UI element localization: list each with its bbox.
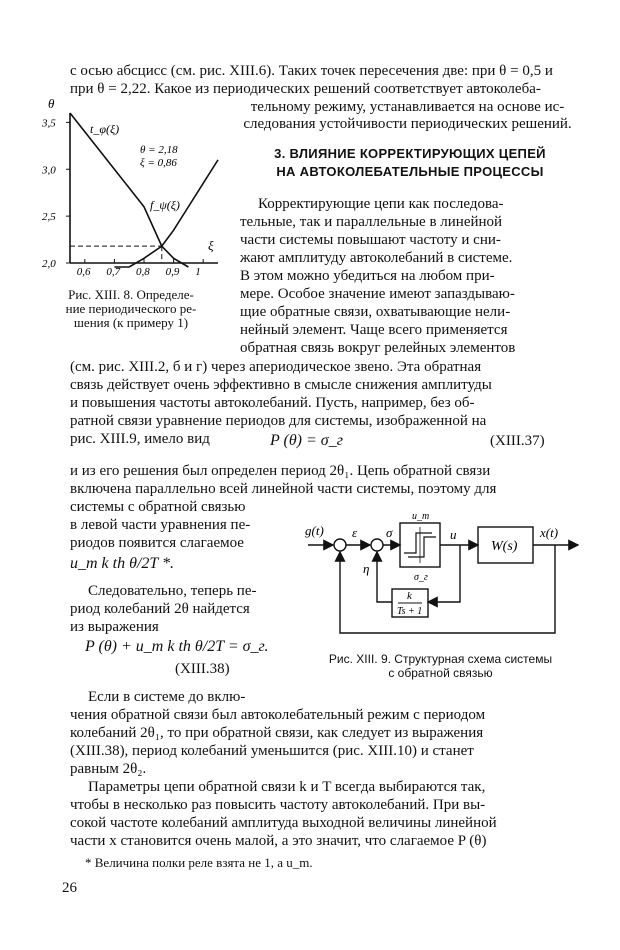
x-tick-label: 0,6 [76, 266, 91, 278]
paragraph-2-left [70, 498, 285, 552]
para4-full-line-2: колебаний 2θ₁, то при обратной связи, как следует из выражения [70, 725, 484, 741]
para1-right-line-3: части системы повышают частоту и сни- [240, 232, 501, 248]
y-tick-label: 2,0 [42, 258, 56, 270]
x-tick-label: 1 [195, 266, 201, 278]
para5-full-line-3: сокой частоте колебаний амплитуда выходной величины линейной [70, 815, 497, 831]
epsilon-label: ε [352, 525, 358, 540]
equation-38: P (θ) + u_m k th θ/2T = σ_г. [85, 638, 269, 655]
x-tick-label: 0,8 [136, 266, 150, 278]
para1-full-line-1: (см. рис. XIII.2, б и г) через апериодическое звено. Эта обратная [70, 359, 482, 375]
para4-full-line-4: равным 2θ₂. [70, 761, 147, 777]
para1-full-line-3: и повышения частоты автоколебаний. Пусть, например, без об- [70, 395, 475, 411]
paragraph-5-full [70, 778, 575, 850]
para3-left-line-3: из выражения [70, 619, 159, 635]
equation-37: P (θ) = σ_г [270, 432, 343, 449]
top-paragraph-line3: тельному режиму, устанавливается на основе ис- [250, 99, 565, 115]
section-heading-line2: НА АВТОКОЛЕБАТЕЛЬНЫЕ ПРОЦЕССЫ [276, 164, 544, 179]
sigma-label: σ [386, 525, 393, 540]
footnote: * Величина полки реле взята не 1, а u_m. [85, 855, 313, 870]
equation-38-number: (XIII.38) [175, 661, 230, 677]
annotation-xi: ξ = 0,86 [140, 157, 177, 169]
para1-full-line-2: связь действует очень эффективно в смысле снижения амплитуды [70, 377, 492, 393]
figure-9-caption-line2: с обратной связью [388, 666, 493, 680]
um-label: u_m [412, 511, 430, 522]
para2-left-line-2: в левой части уравнения пе- [70, 517, 251, 533]
curve2-label: f_ψ(ξ) [150, 198, 180, 212]
y-tick-label: 3,0 [42, 164, 56, 177]
y-tick-label: 2,5 [42, 211, 56, 224]
paragraph-4-left: Если в системе до вклю- [88, 689, 246, 705]
para1-full-line-4: ратной связи уравнение периодов для системы, изображенной на [70, 413, 487, 429]
para2-left-line-1: системы с обратной связью [70, 499, 246, 515]
top-paragraph-line4: следования устойчивости периодических решений. [243, 116, 572, 132]
eta-label: η [363, 561, 370, 576]
para5-full-line-4: части x становится очень малой, а это значит, что слагаемое P (θ) [70, 833, 487, 849]
para4-full-line-1: чения обратной связи был автоколебательный режим с периодом [70, 707, 486, 723]
feedback-denominator: Ts + 1 [397, 606, 423, 617]
para3-left-line-2: риод колебаний 2θ найдется [70, 601, 250, 617]
paragraph-2-full [70, 462, 575, 498]
para4-full-line-3: (XIII.38), период колебаний уменьшится (рис. XIII.10) и станет [70, 743, 474, 759]
main-feedback-path [340, 545, 555, 633]
y-tick-label: 3,5 [42, 117, 56, 130]
annotation-theta: θ = 2,18 [140, 144, 178, 156]
para3-left-line-1: Следовательно, теперь пе- [88, 583, 257, 599]
para5-full-line-2: чтобы в несколько раз повысить частоту автоколебаний. При вы- [70, 797, 486, 813]
paragraph-4-full [70, 706, 575, 778]
para1-right-line-1: Корректирующие цепи как последова- [258, 196, 504, 212]
para5-full-line-1: Параметры цепи обратной связи k и T всегда выбираются так, [88, 779, 486, 795]
x-tick-label: 0,9 [165, 266, 180, 278]
figure-8-caption-line2: ние периодического ре- [65, 301, 197, 316]
y-axis-label: θ [48, 98, 55, 111]
top-paragraph-line1: с осью абсцисс (см. рис. XIII.6). Таких точек пересечения две: при θ = 0,5 и [70, 63, 553, 79]
u-label: u [450, 527, 457, 542]
star-term: u_m k th θ/2T *. [70, 555, 175, 572]
para1-full-line-5: рис. XIII.9, имело вид [70, 431, 210, 447]
figure-8-chart [28, 98, 228, 283]
plant-label: W(s) [491, 539, 518, 554]
para1-right-line-2: тельные, так и параллельные в линейной [240, 214, 503, 230]
section-heading-line1: 3. ВЛИЯНИЕ КОРРЕКТИРУЮЩИХ ЦЕПЕЙ [274, 146, 546, 161]
page-number: 26 [62, 880, 77, 896]
paragraph-3-left [70, 582, 285, 636]
para1-right-line-6: мере. Особое значение имеют запаздываю- [240, 286, 515, 302]
inner-feedback-return [377, 552, 392, 602]
x-tick-label: 0,7 [106, 266, 121, 278]
para1-right-line-7: щие обратные связи, охватывающие нели- [240, 304, 511, 320]
summing-junction-1 [334, 539, 346, 551]
summing-junction-2 [371, 539, 383, 551]
para2-left-line-3: риодов появится слагаемое [70, 535, 244, 551]
paragraph-1-right-column [240, 195, 575, 357]
series-line-1 [70, 113, 188, 267]
para2-full-line-2: включена параллельно всей линейной части системы, поэтому для [70, 481, 497, 497]
para1-right-line-4: жают амплитуду автоколебаний в системе. [240, 250, 513, 266]
x-axis-label: ξ [208, 238, 214, 253]
top-paragraph-line2: при θ = 2,22. Какое из периодических решений соответствует автоколеба- [70, 81, 541, 97]
para1-right-line-5: В этом можно убедиться на любом при- [240, 268, 495, 284]
figure-8-caption-line3: шения (к примеру 1) [73, 315, 189, 330]
equation-37-number: (XIII.37) [490, 433, 545, 449]
curve1-label: t_φ(ξ) [90, 122, 120, 136]
sigma-g-label: σ_г [414, 572, 428, 583]
para2-full-line-1: и из его решения был определен период 2θ₁. Цепь обратной связи [70, 463, 491, 479]
figure-9-caption-line1: Рис. XIII. 9. Структурная схема системы [328, 652, 553, 666]
figure-8-caption-line1: Рис. XIII. 8. Определе- [68, 287, 194, 302]
output-label: x(t) [540, 525, 559, 540]
input-label: g(t) [305, 523, 324, 538]
figure-9-block-diagram [300, 505, 585, 645]
feedback-numerator: k [407, 590, 412, 602]
para1-right-line-9: обратная связь вокруг релейных элементов [240, 340, 516, 356]
para1-right-line-8: нейный элемент. Чаще всего применяется [240, 322, 508, 338]
inner-feedback-tap [428, 545, 460, 602]
